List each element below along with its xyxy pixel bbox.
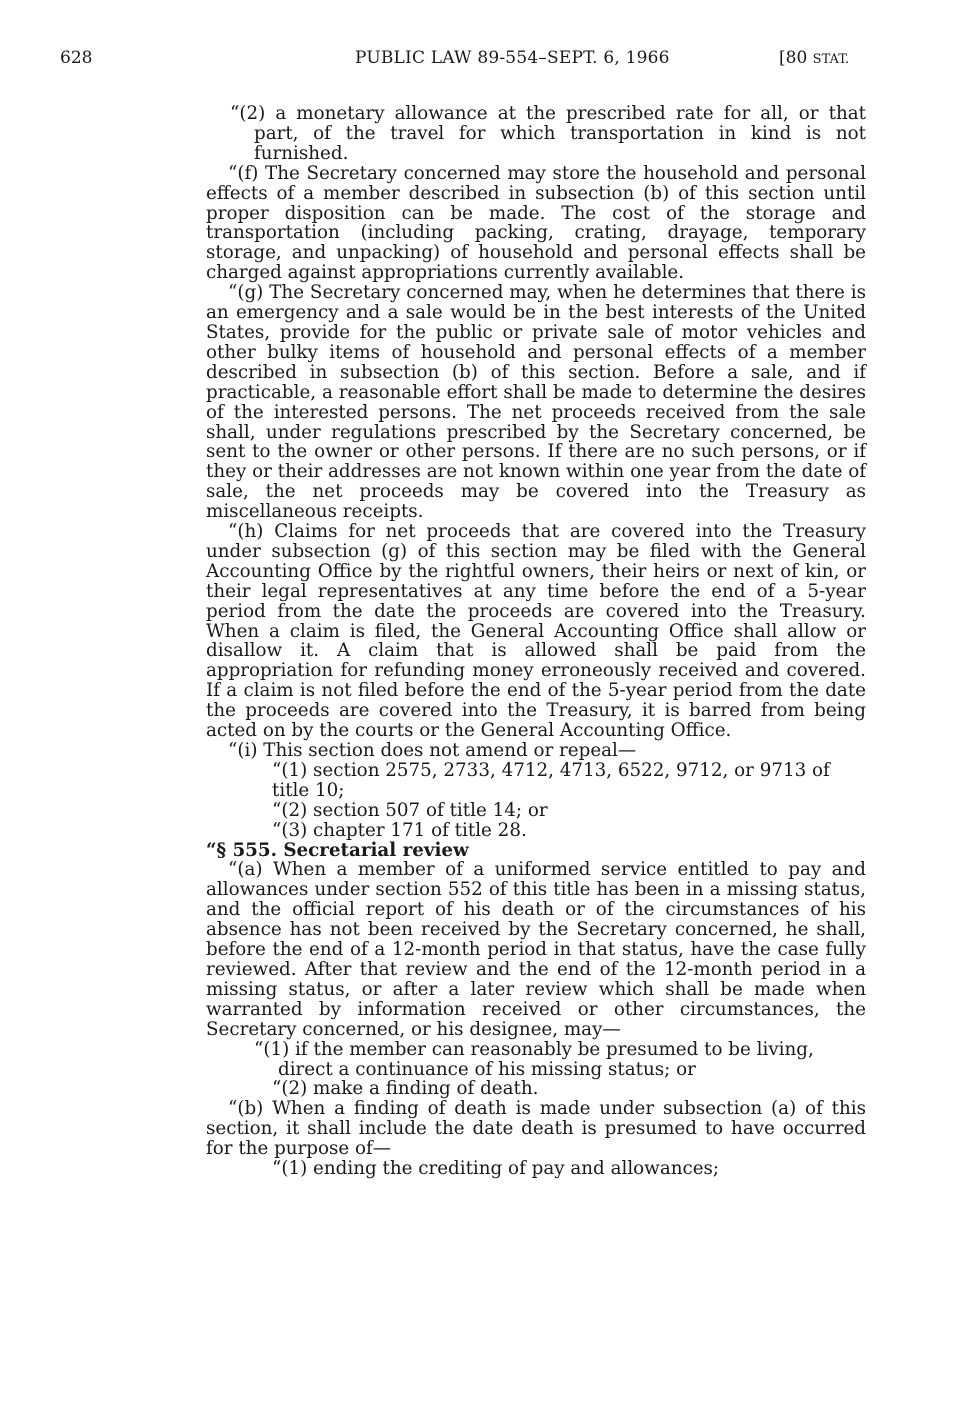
item-i3: “(3) chapter 171 of title 28.	[272, 819, 527, 841]
paragraph-555-b: “(b) When a finding of death is made under subsection (a) of this section, it shall include the date death is presumed to have occurred for the purpose of—	[206, 1098, 866, 1160]
header-title: PUBLIC LAW 89-554–SEPT. 6, 1966	[355, 48, 670, 68]
item-a1: “(1) if the member can reasonably be presumed to be living, direct a continuance of his missing status; or	[254, 1038, 814, 1080]
paragraph-555-a: “(a) When a member of a uniformed service entitled to pay and allowances under section 552 of this title has been in a missing status, and the official report of his death or of the circumstances of his absence has not been received by the Secretary concerned, he shall, before the end of a 12-month period in that status, have the case fully reviewed. After that review and the end of the 12-month period in a missing status, or after a later review which shall be made when warranted by information received or other circumstances, the Secretary concerned, or his designee, may—	[206, 859, 866, 1040]
paragraph-e2: “(2) a monetary allowance at the prescribed rate for all, or that part, of the travel for which transportation in kind is not furnished.	[230, 103, 866, 164]
item-i2: “(2) section 507 of title 14; or	[272, 799, 548, 821]
section-heading: “§ 555. Secretarial review	[206, 839, 469, 861]
item-a2: “(2) make a finding of death.	[272, 1078, 539, 1100]
statute-citation	[779, 48, 849, 68]
paragraph-g: “(g) The Secretary concerned may, when he determines that there is an emergency and a sale would be in the best interests of the United States, provide for the public or private sale of motor vehicles and other bulky items of household and personal effects of a member described in subsection (b) of this section. Before a sale, and if practicable, a reasonable effort shall be made to determine the desires of the interested persons. The net proceeds received from the sale shall, under regulations prescribed by the Secretary concerned, be sent to the owner or other persons. If there are no such persons, or if they or their addresses are not known within one year from the date of sale, the net proceeds may be covered into the Treasury as miscellaneous receipts.	[206, 282, 866, 523]
law-text	[206, 104, 866, 1179]
statute-abbrev: STAT.	[812, 52, 850, 67]
item-i1: “(1) section 2575, 2733, 4712, 4713, 6522, 9712, or 9713 of title 10;	[272, 759, 830, 801]
paragraph-h: “(h) Claims for net proceeds that are covered into the Treasury under subsection (g) of this section may be filed with the General Accounting Office by the rightful owners, their heirs or next of kin, or their legal representatives at any time before the end of a 5-year period from the date the proceeds are covered into the Treasury. When a claim is filed, the General Accounting Office shall allow or disallow it. A claim that is allowed shall be paid from the appropriation for refunding money erroneously received and covered. If a claim is not filed before the end of the 5-year period from the date the proceeds are covered into the Treasury, it is barred from being acted on by the courts or the General Accounting Office.	[206, 521, 866, 742]
item-b1: “(1) ending the crediting of pay and allowances;	[272, 1158, 720, 1180]
running-header	[0, 44, 954, 70]
paragraph-i: “(i) This section does not amend or repeal—	[228, 740, 637, 761]
page-number: 628	[60, 48, 93, 68]
statute-prefix: [80	[779, 48, 813, 68]
paragraph-f: “(f) The Secretary concerned may store the household and personal effects of a member described in subsection (b) of this section until proper disposition can be made. The cost of the storage and transportation (including packing, crating, drayage, temporary storage, and unpacking) of household and personal effects shall be charged against appropriations currently available.	[206, 162, 866, 284]
